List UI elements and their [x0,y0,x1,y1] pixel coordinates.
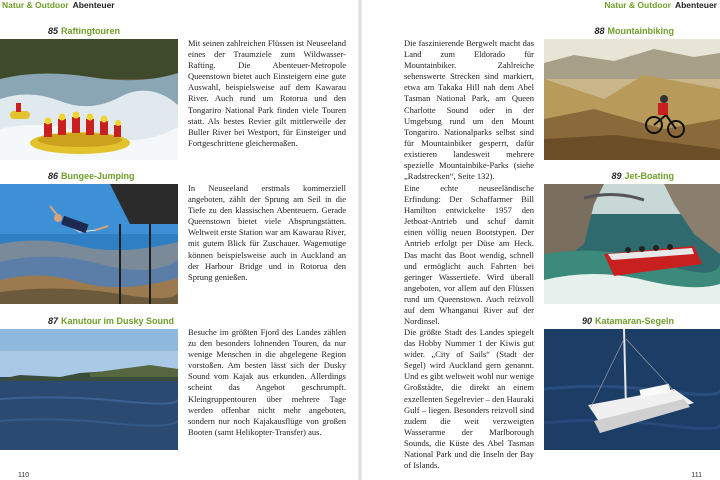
bungee-photo [0,184,178,304]
entry-text: Mit seinen zahlreichen Flüssen ist Neuseeland eines der Traumziele zum Wildwasser-Rafting. Die Abenteuer-Metropole Queenstown bietet auch Einsteigern eine gute Auswahl, beispielsweise auf dem Kawarau River. Auch rund um Rotorua und den Tongariro National Park finden viele Touren statt. Als bestes Revier gilt mittlerweile der Buller River bei Westport, für Einsteiger und Fortgeschrittene gleichermaßen. [188,38,346,148]
header-section: Natur & Outdoor [2,0,69,10]
running-header-left [2,0,115,10]
book-spine [358,0,362,480]
entry-number: 89 [611,171,622,181]
page-number-right: 111 [691,472,702,479]
entry-number: 87 [48,316,59,326]
entry-number: 86 [48,171,59,181]
entry-number: 90 [581,316,592,326]
entry-heading: Katamaran-Segeln [594,316,674,326]
entry-heading: Raftingtouren [61,26,121,36]
entry-number: 88 [594,26,605,36]
entry-heading: Kanutour im Dusky Sound [61,316,175,326]
page-number-left: 110 [18,472,30,479]
jetboat-photo [544,184,720,304]
entry-title [48,171,135,182]
entry-text: Besuche im größten Fjord des Landes zählen zu den besonders lohnenden Touren, da nur wenige Menschen in die abgelegene Region vorstoßen. Am besten lässt sich der Dusky Sound vom Kajak aus erkunden. Allerdings scheint das Angebot geschrumpft. Kleingruppentouren über mehrere Tage werden offenbar nicht mehr angeboten, sondern nur noch Kajakausflüge von großen Booten (samt Helikopter-Transfer) aus. [188,327,346,437]
mountainbike-photo [544,39,720,160]
header-subsection: Abenteuer [72,0,115,10]
entry-title [582,316,674,327]
entry-text: Die größte Stadt des Landes spiegelt das Hobby Nummer 1 der Kiwis gut wider. „City of Sails“ (Stadt der Segel) wird Auckland gern genannt. Und es gibt weltweit wohl nur wenige Großstädte, die direkt an einem exzellenten Segelrevier – den Hauraki Gulf – liegen. Besonders reizvoll sind zudem die weit verzweigten Wasserarme der Marlborough Sounds, die Küste des Abel Tasman National Park und die Inseln der Bay of Islands. [404,327,534,471]
entry-heading: Bungee-Jumping [61,171,135,181]
entry-text: Eine echte neuseeländische Erfindung: Der Schaffarmer Bill Hamilton entwickelte 1957 den Jetboat-Antrieb und schuf damit einen völlig neuen Bootstypen. Der Antrieb erfolgt per Düse am Heck. Das macht das Boot wendig, schnell und ermöglicht auch Fahrten bei geringer Wassertiefe. Wird überall angeboten, vor allem auf den Flüssen rund um Queenstown. Auch reizvoll auf dem Whanganui River auf der Nordinsel. [404,183,534,327]
entry-title [594,26,674,37]
dusky-sound-photo [0,329,178,450]
entry-title [48,26,120,37]
entry-title [611,171,674,182]
entry-number: 85 [48,26,59,36]
header-section: Natur & Outdoor [604,0,671,10]
catamaran-photo [544,329,720,450]
running-header-right [604,0,717,10]
header-subsection: Abenteuer [674,0,717,10]
rafting-photo [0,39,178,160]
entry-text: In Neuseeland erstmals kommerziell angeboten, zählt der Sprung am Seil in die Tiefe zu den klassischen Abenteuern. Gerade Queenstown bietet viele Absprungstätten. Weltweit erste Station war am Kawarau River, mit gutem Blick für Zuschauer. Wagemutige können beispielsweise auch in Auckland an der Harbour Bridge und in Rotorua den Sprung genießen. [188,183,346,282]
entry-text: Die faszinierende Bergwelt macht das Land zum Eldorado für Mountainbiker. Zahlreiche sehenswerte Strecken sind markiert, etwa am Takaka Hill nah dem Abel Tasman National Park, am Queen Charlotte Sound oder in der Umgebung rund um den Mount Tongariro. Nationalparks selbst sind für Mountainbiker gesperrt, dafür existieren landesweit mehrere spezielle Mountainbike-Parks (siehe „Radstrecken“, Seite 132). [404,38,534,182]
entry-heading: Mountainbiking [607,26,674,36]
entry-title [48,316,174,327]
entry-heading: Jet-Boating [624,171,674,181]
